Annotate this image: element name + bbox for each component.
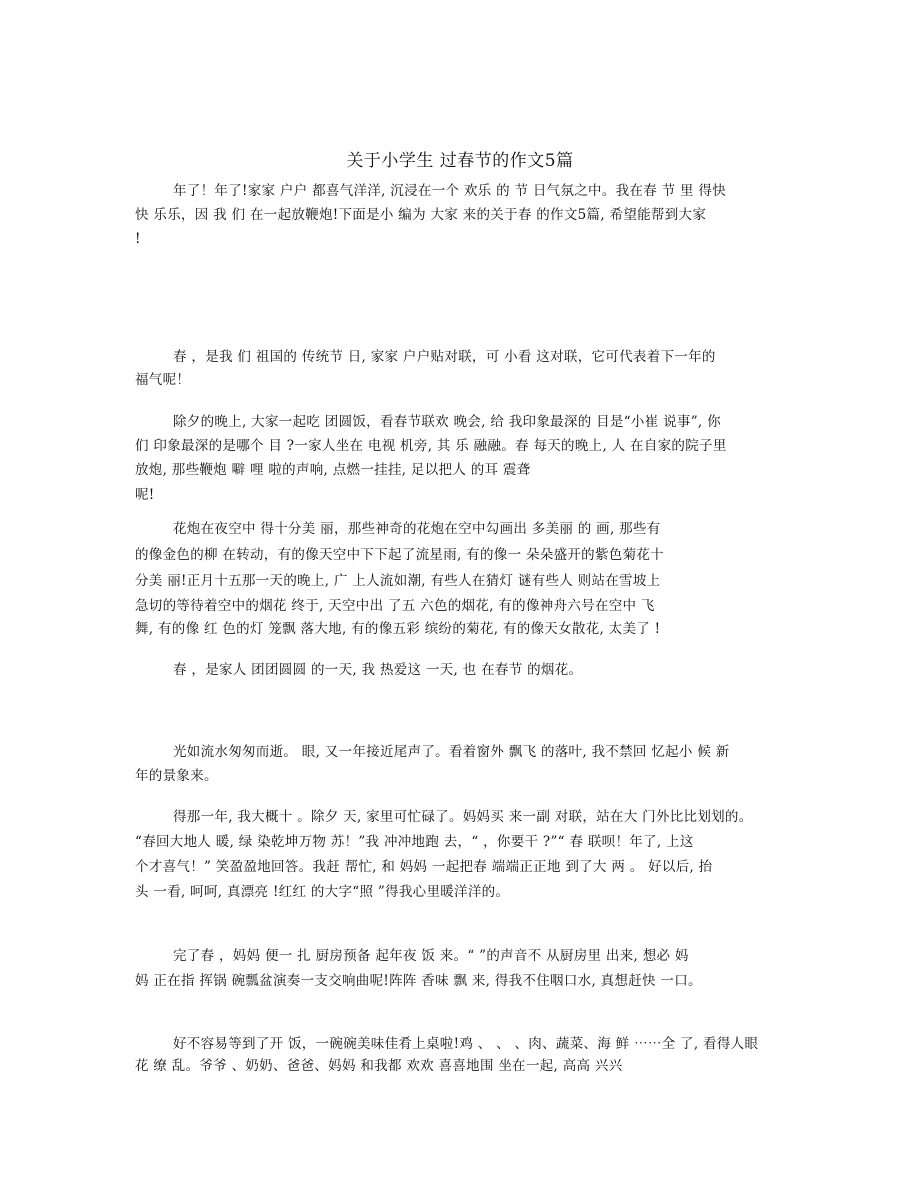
text-line: 年的景象来。 (135, 768, 218, 784)
text-line: 快 乐乐，因 我 们 在一起放鞭炮!下面是小 编为 大家 来的关于春 的作文5篇, 希望能帮到大家 (135, 207, 707, 223)
text-line: 除夕的晚上, 大家一起吃 团圆饭，看春节联欢 晚会, 给 我印象最深的 目是“小崔 说事”, 你 (173, 414, 721, 430)
text-line: 完了春 ，妈妈 便一 扎 厨房预备 起年夜 饭 来。“ ”的声音不 从厨房里 出来, 想必 妈 (173, 948, 689, 964)
text-line: ! (135, 231, 141, 247)
text-line: 呢! (135, 487, 155, 503)
document-title: 关于小学生 过春节的作文5篇 (346, 151, 574, 171)
text-line: “春回大地人 暖, 绿 染乾坤万物 苏！”我 冲冲地跑 去，“ ，你要干 ?”“ 春 联呗！年了, 上这 (135, 834, 694, 850)
text-line: 急切的等待着空中的烟花 终于, 天空中出 了五 六色的烟花, 有的像神舟六号在空中 飞 (135, 598, 655, 614)
text-line: 舞, 有的像 红 色的灯 笼飘 落大地, 有的像五彩 缤纷的菊花, 有的像天女散花, 太美了 ! (135, 621, 661, 637)
text-line: 福气呢！ (135, 372, 191, 388)
text-line: 分美 丽!正月十五那一天的晚上, 广 上人流如潮, 有些人在猜灯 谜有些人 则站在雪坡上 (135, 573, 661, 589)
text-line: 头 一看, 呵呵, 真漂亮 !红红 的大字“照 ”得我心里暖洋洋的。 (135, 884, 510, 900)
text-line: 放炮, 那些鞭炮 噼 哩 啦的声响, 点燃一挂挂, 足以把人 的耳 震聋 (135, 462, 531, 478)
text-line: 个才喜气！” 笑盈盈地回答。我赶 帮忙, 和 妈妈 一起把春 端端正正地 到了大 两 。 好以后, 抬 (135, 859, 713, 875)
text-line: 好不容易等到了开 饭，一碗碗美味佳肴上桌啦!鸡 、 、 、肉、蔬菜、海 鲜 ⋯⋯全 了, 看得人眼 (173, 1036, 759, 1052)
text-line: 年了！年了!家家 户户 都喜气洋洋, 沉浸在一个 欢乐 的 节 日气氛之中。我在春 节 里 得快 (173, 183, 727, 199)
text-line: 们 印象最深的是哪个 目 ?一家人坐在 电视 机旁, 其 乐 融融。春 每天的晚上, 人 在自家的院子里 (135, 438, 727, 454)
text-line: 妈 正在指 挥锅 碗瓢盆演奏一支交响曲呢!阵阵 香味 飘 来, 得我不住咽口水, 真想赶快 一口。 (135, 973, 702, 989)
text-line: 的像金色的柳 在转动，有的像天空中下下起了流星雨, 有的像一 朵朵盛开的紫色菊花十 (135, 547, 664, 563)
text-line: 光如流水匆匆而逝。 眼, 又一年接近尾声了。看着窗外 飘飞 的落叶, 我不禁回 忆起小 候 新 (173, 744, 730, 760)
text-line: 春 ，是我 们 祖国的 传统节 日, 家家 户户贴对联，可 小看 这对联，它可代表着下一年的 (173, 349, 716, 365)
text-line: 花炮在夜空中 得十分美 丽，那些神奇的花炮在空中勾画出 多美丽 的 画, 那些有 (173, 521, 661, 537)
text-line: 春 ，是家人 团团圆圆 的一天, 我 热爱这 一天, 也 在春节 的烟花。 (173, 662, 583, 678)
text-line: 得那一年, 我大概十 。除夕 天, 家里可忙碌了。妈妈买 来一副 对联，站在大 门外比比划划的。 (173, 809, 753, 825)
text-line: 花 缭 乱。爷爷 、奶奶、爸爸、妈妈 和我都 欢欢 喜喜地围 坐在一起, 高高 兴兴 (135, 1058, 623, 1074)
